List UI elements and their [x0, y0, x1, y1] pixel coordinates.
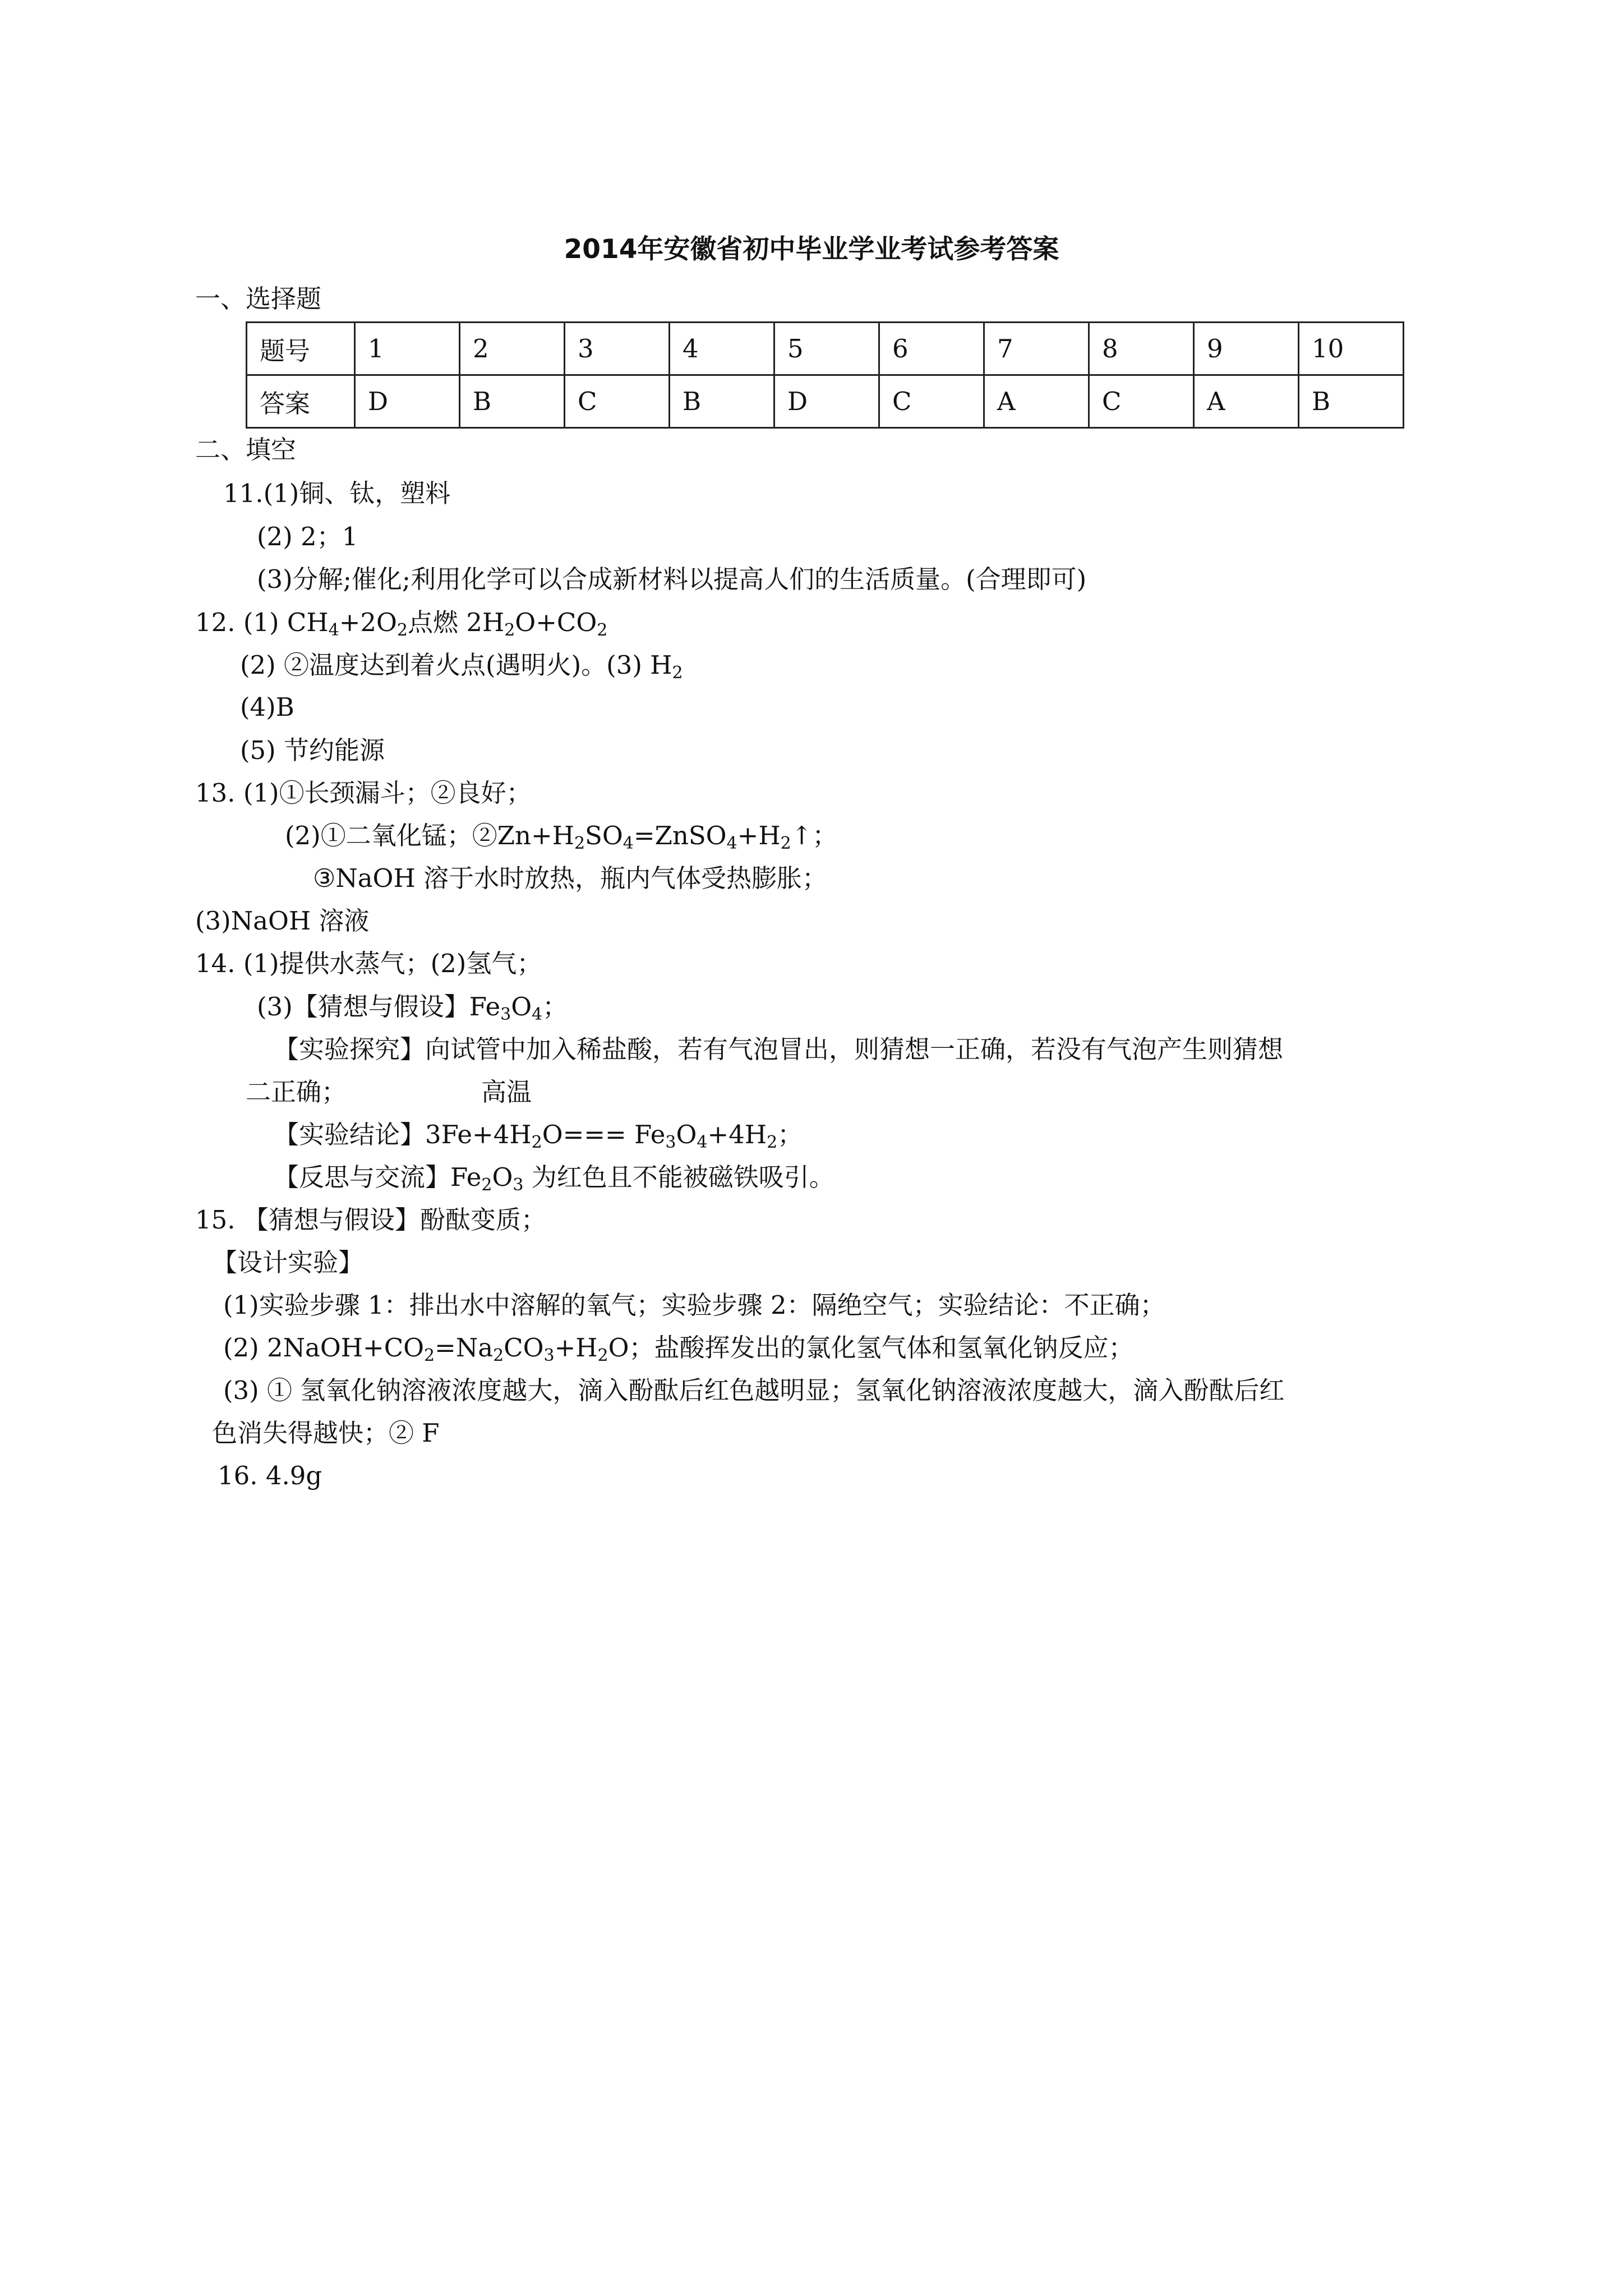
q14-line-5 [274, 1119, 803, 1151]
q13-line-1: 13. (1)①长颈漏斗；②良好； [195, 778, 532, 808]
q14-line-6 [274, 1162, 834, 1193]
q15-text: CO [504, 1333, 544, 1363]
q14-text: O [492, 1162, 513, 1192]
q13-line-3: ③NaOH 溶于水时放热，瓶内气体受热膨胀； [313, 863, 827, 893]
subscript: 2 [672, 663, 683, 683]
q14-text: 【反思与交流】Fe [274, 1162, 482, 1192]
q11-line-1: 11.(1)铜、钛，塑料 [223, 478, 451, 508]
table-cell-number: 10 [1299, 323, 1404, 375]
subscript: 2 [493, 1346, 504, 1365]
table-cell-number: 1 [355, 323, 460, 375]
q12-line-2 [240, 650, 683, 681]
table-cell-number: 5 [774, 323, 879, 375]
q13-line-2 [285, 820, 837, 852]
subscript: 3 [665, 1133, 676, 1152]
q12-line-4: (5) 节约能源 [240, 735, 385, 765]
q11-line-3: (3)分解;催化;利用化学可以合成新材料以提高人们的生活质量。(合理即可) [257, 564, 1087, 594]
subscript: 4 [532, 1005, 543, 1024]
q12-text: 点燃 2H [408, 608, 505, 637]
q14-line-3: 【实验探究】向试管中加入稀盐酸，若有气泡冒出，则猜想一正确，若没有气泡产生则猜想 [274, 1034, 1284, 1064]
subscript: 2 [424, 1346, 435, 1365]
q12-text: 12. (1) CH [195, 608, 329, 637]
section-heading-fill: 二、填空 [195, 435, 297, 464]
q15-text: O；盐酸挥发出的氯化氢气体和氢氧化钠反应； [608, 1333, 1134, 1363]
table-cell-answer: C [879, 375, 984, 428]
table-cell-number: 8 [1089, 323, 1194, 375]
q14-text: ； [777, 1120, 803, 1149]
table-cell-number: 2 [460, 323, 565, 375]
subscript: 2 [780, 834, 791, 853]
q14-text: O=== Fe [542, 1120, 666, 1149]
table-cell-answer: C [1089, 375, 1194, 428]
subscript: 4 [328, 620, 339, 640]
q15-text: (2) 2NaOH+CO [223, 1333, 425, 1363]
q15-line-5: (3) ① 氢氧化钠溶液浓度越大，滴入酚酞后红色越明显；氢氧化钠溶液浓度越大，滴入酚酞后红 [223, 1375, 1285, 1405]
subscript: 4 [726, 834, 737, 853]
q12-text: O+CO [515, 608, 597, 637]
q12-line-1 [195, 607, 607, 638]
q15-line-3: (1)实验步骤 1：排出水中溶解的氧气；实验步骤 2：隔绝空气；实验结论：不正确； [223, 1290, 1165, 1320]
table-cell-answer: D [355, 375, 460, 428]
subscript: 3 [543, 1346, 555, 1365]
subscript: 3 [513, 1175, 524, 1195]
table-cell-answer: D [774, 375, 879, 428]
q14-line-2 [257, 991, 568, 1023]
table-cell-number: 6 [879, 323, 984, 375]
table-cell-answer: A [984, 375, 1089, 428]
q13-text: (2)①二氧化锰；②Zn+H [285, 821, 574, 850]
table-cell-number: 7 [984, 323, 1089, 375]
answer-table [246, 321, 1404, 429]
q13-text: =ZnSO [633, 821, 727, 850]
subscript: 2 [767, 1133, 778, 1152]
table-cell-number: 3 [565, 323, 670, 375]
q14-text: +4H [707, 1120, 767, 1149]
table-row-answers [247, 375, 1404, 428]
table-header-label: 题号 [247, 323, 355, 375]
subscript: 2 [481, 1175, 492, 1195]
q11-line-2: (2) 2；1 [257, 522, 358, 551]
subscript: 2 [597, 1346, 608, 1365]
q13-text: +H [737, 821, 781, 850]
q14-line-4-b: 高温 [481, 1077, 532, 1107]
table-cell-answer: B [670, 375, 774, 428]
table-row-numbers [247, 323, 1404, 375]
q12-text: (2) ②温度达到着火点(遇明火)。(3) H [240, 650, 672, 680]
q14-text: 【实验结论】3Fe+4H [274, 1120, 532, 1149]
q13-line-4: (3)NaOH 溶液 [195, 906, 370, 936]
q14-text: 为红色且不能被磁铁吸引。 [523, 1162, 834, 1192]
q14-text: O [676, 1120, 697, 1149]
q14-line-4-a: 二正确； [246, 1077, 347, 1107]
subscript: 2 [574, 834, 585, 853]
q15-text: +H [554, 1333, 598, 1363]
table-answer-label: 答案 [247, 375, 355, 428]
table-cell-answer: B [460, 375, 565, 428]
page-title: 2014年安徽省初中毕业学业考试参考答案 [564, 234, 1059, 265]
subscript: 2 [396, 620, 408, 640]
table-cell-answer: C [565, 375, 670, 428]
subscript: 2 [531, 1133, 542, 1152]
section-heading-choice: 一、选择题 [195, 284, 322, 314]
q15-text: =Na [435, 1333, 494, 1363]
q12-line-3: (4)B [240, 692, 294, 722]
subscript: 4 [623, 834, 634, 853]
subscript: 3 [500, 1005, 511, 1024]
table-cell-number: 9 [1194, 323, 1299, 375]
q16-line: 16. 4.9g [218, 1461, 322, 1490]
q14-line-1: 14. (1)提供水蒸气；(2)氢气； [195, 949, 542, 978]
subscript: 2 [504, 620, 515, 640]
q15-line-1: 15. 【猜想与假设】酚酞变质； [195, 1205, 546, 1235]
q15-line-6: 色消失得越快；② F [212, 1418, 440, 1448]
q13-text: SO [585, 821, 623, 850]
table-cell-answer: B [1299, 375, 1404, 428]
q14-text: O [511, 992, 532, 1022]
q12-text: +2O [339, 608, 397, 637]
q14-text: (3)【猜想与假设】Fe [257, 992, 501, 1022]
q14-text: ； [542, 992, 568, 1022]
subscript: 2 [597, 620, 608, 640]
q13-text: ↑； [791, 821, 838, 850]
table-cell-number: 4 [670, 323, 774, 375]
q15-line-2: 【设计实验】 [212, 1248, 364, 1277]
table-cell-answer: A [1194, 375, 1299, 428]
subscript: 4 [697, 1133, 708, 1152]
q15-line-4 [223, 1332, 1134, 1364]
